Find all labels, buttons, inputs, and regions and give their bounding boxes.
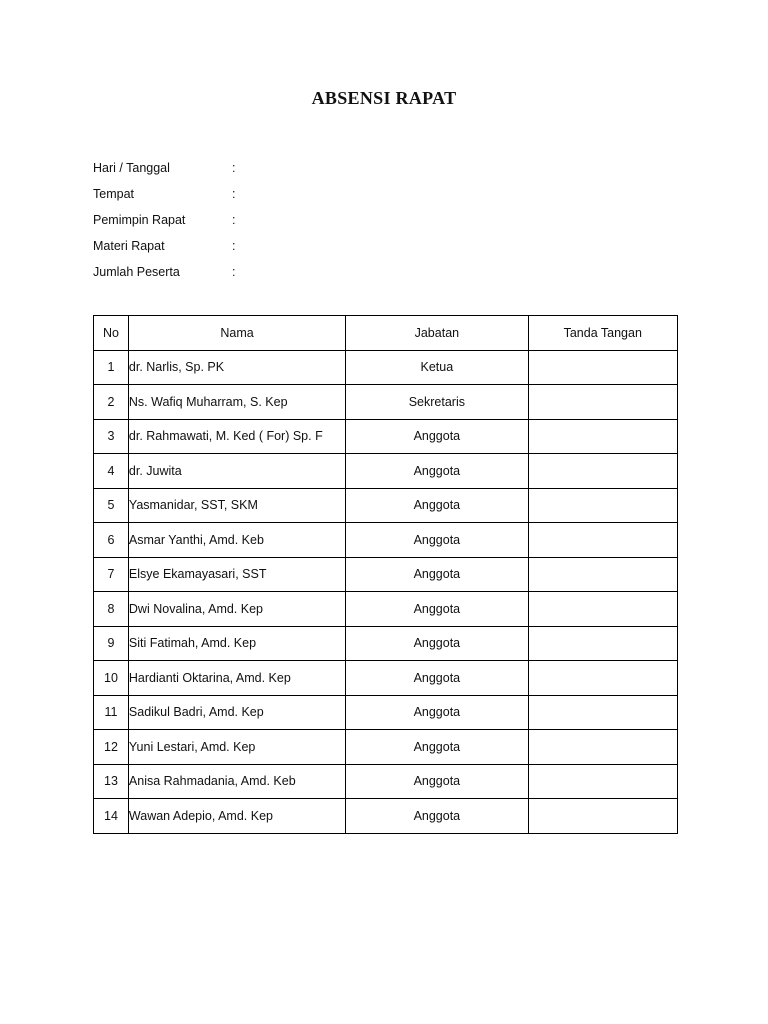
cell-tanda-tangan — [528, 350, 677, 385]
table-row — [94, 661, 678, 696]
cell-nama: dr. Narlis, Sp. PK — [128, 350, 345, 385]
table-row — [94, 730, 678, 765]
cell-no: 7 — [94, 557, 129, 592]
cell-tanda-tangan — [528, 764, 677, 799]
cell-jabatan: Anggota — [346, 523, 528, 558]
cell-no: 3 — [94, 419, 129, 454]
cell-no: 11 — [94, 695, 129, 730]
cell-nama: Siti Fatimah, Amd. Kep — [128, 626, 345, 661]
cell-tanda-tangan — [528, 592, 677, 627]
cell-no: 12 — [94, 730, 129, 765]
table-row — [94, 419, 678, 454]
cell-no: 10 — [94, 661, 129, 696]
cell-no: 4 — [94, 454, 129, 489]
cell-no: 5 — [94, 488, 129, 523]
table-row — [94, 592, 678, 627]
info-colon: : — [232, 161, 236, 175]
cell-no: 13 — [94, 764, 129, 799]
cell-tanda-tangan — [528, 626, 677, 661]
cell-nama: Sadikul Badri, Amd. Kep — [128, 695, 345, 730]
cell-tanda-tangan — [528, 695, 677, 730]
cell-tanda-tangan — [528, 454, 677, 489]
cell-nama: Ns. Wafiq Muharram, S. Kep — [128, 385, 345, 420]
cell-jabatan: Anggota — [346, 626, 528, 661]
cell-nama: Asmar Yanthi, Amd. Keb — [128, 523, 345, 558]
cell-nama: Yuni Lestari, Amd. Kep — [128, 730, 345, 765]
cell-nama: Anisa Rahmadania, Amd. Keb — [128, 764, 345, 799]
cell-nama: Hardianti Oktarina, Amd. Kep — [128, 661, 345, 696]
table-header-row — [94, 316, 678, 351]
header-no: No — [94, 316, 129, 351]
cell-nama: Wawan Adepio, Amd. Kep — [128, 799, 345, 834]
table-row — [94, 799, 678, 834]
cell-tanda-tangan — [528, 557, 677, 592]
info-row-date — [93, 155, 244, 181]
cell-no: 8 — [94, 592, 129, 627]
cell-jabatan: Anggota — [346, 764, 528, 799]
header-nama: Nama — [128, 316, 345, 351]
info-row-place — [93, 181, 244, 207]
meeting-info — [93, 155, 244, 285]
cell-tanda-tangan — [528, 385, 677, 420]
table-row — [94, 488, 678, 523]
info-label: Hari / Tanggal — [93, 161, 170, 175]
cell-jabatan: Anggota — [346, 488, 528, 523]
cell-tanda-tangan — [528, 523, 677, 558]
table-row — [94, 454, 678, 489]
cell-tanda-tangan — [528, 661, 677, 696]
info-label: Jumlah Peserta — [93, 265, 180, 279]
cell-nama: dr. Rahmawati, M. Ked ( For) Sp. F — [128, 419, 345, 454]
cell-tanda-tangan — [528, 419, 677, 454]
cell-nama: Dwi Novalina, Amd. Kep — [128, 592, 345, 627]
info-label: Pemimpin Rapat — [93, 213, 186, 227]
cell-jabatan: Anggota — [346, 730, 528, 765]
table-row — [94, 385, 678, 420]
cell-jabatan: Anggota — [346, 799, 528, 834]
cell-jabatan: Anggota — [346, 454, 528, 489]
cell-jabatan: Anggota — [346, 695, 528, 730]
table-body — [94, 350, 678, 833]
cell-jabatan: Anggota — [346, 419, 528, 454]
info-colon: : — [232, 239, 236, 253]
document-title: ABSENSI RAPAT — [311, 88, 457, 108]
info-row-leader — [93, 207, 244, 233]
cell-jabatan: Anggota — [346, 557, 528, 592]
info-colon: : — [232, 265, 236, 279]
cell-tanda-tangan — [528, 799, 677, 834]
table-row — [94, 626, 678, 661]
info-label: Materi Rapat — [93, 239, 165, 253]
cell-nama: Yasmanidar, SST, SKM — [128, 488, 345, 523]
cell-nama: dr. Juwita — [128, 454, 345, 489]
cell-jabatan: Anggota — [346, 661, 528, 696]
info-row-participants — [93, 259, 244, 285]
table-row — [94, 695, 678, 730]
cell-tanda-tangan — [528, 730, 677, 765]
cell-jabatan: Anggota — [346, 592, 528, 627]
header-jabatan: Jabatan — [346, 316, 528, 351]
cell-tanda-tangan — [528, 488, 677, 523]
header-tanda-tangan: Tanda Tangan — [528, 316, 677, 351]
cell-jabatan: Sekretaris — [346, 385, 528, 420]
cell-no: 6 — [94, 523, 129, 558]
attendance-table — [93, 315, 678, 834]
cell-no: 1 — [94, 350, 129, 385]
cell-nama: Elsye Ekamayasari, SST — [128, 557, 345, 592]
cell-no: 2 — [94, 385, 129, 420]
cell-jabatan: Ketua — [346, 350, 528, 385]
cell-no: 14 — [94, 799, 129, 834]
info-label: Tempat — [93, 187, 134, 201]
cell-no: 9 — [94, 626, 129, 661]
info-colon: : — [232, 187, 236, 201]
table-row — [94, 764, 678, 799]
table-row — [94, 523, 678, 558]
info-colon: : — [232, 213, 236, 227]
table-row — [94, 557, 678, 592]
table-row — [94, 350, 678, 385]
info-row-topic — [93, 233, 244, 259]
